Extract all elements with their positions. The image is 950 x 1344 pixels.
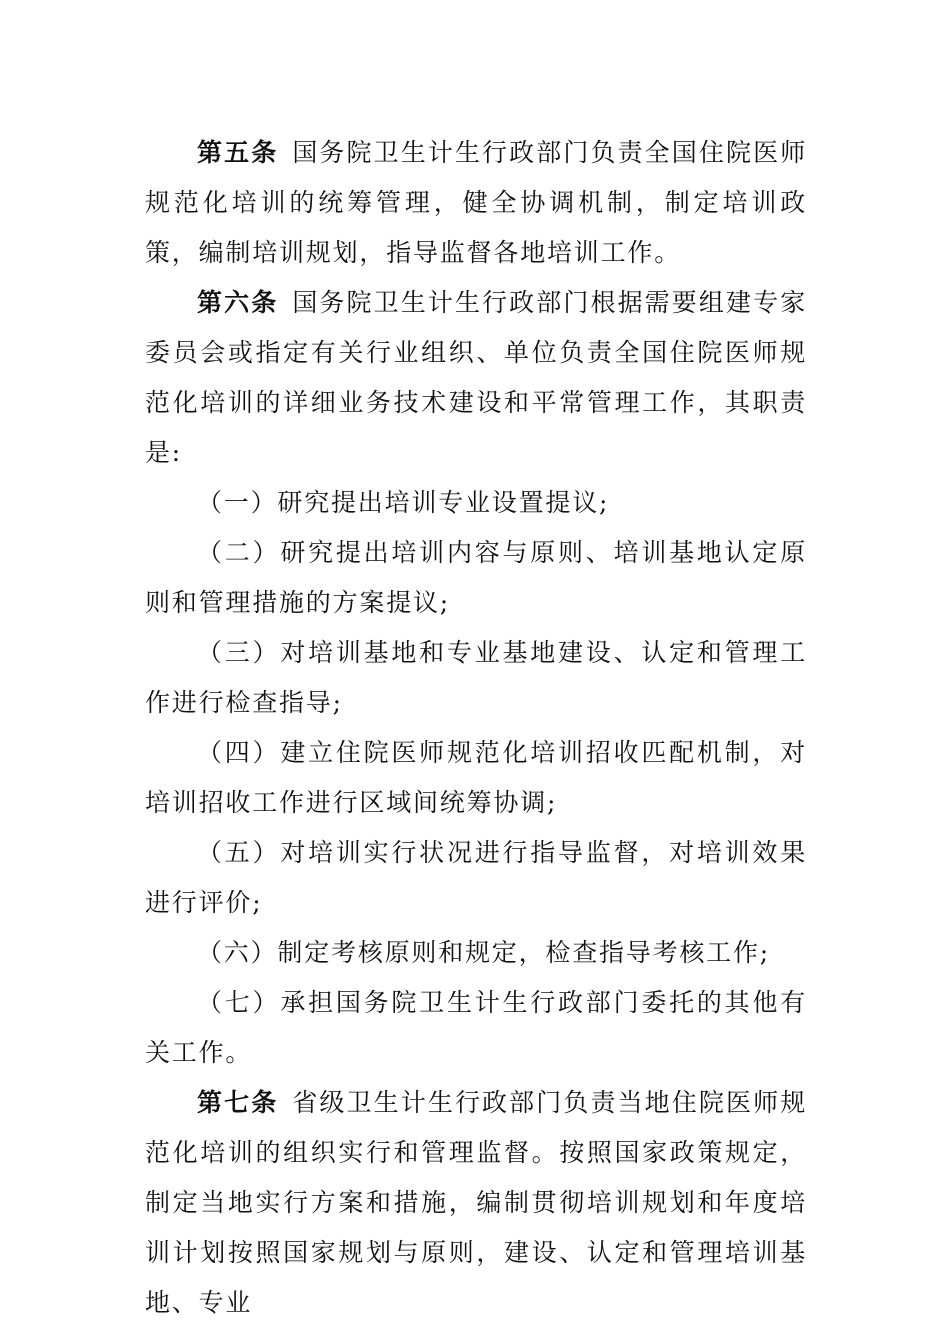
list-item-6 <box>145 928 807 978</box>
list-item-2 <box>145 528 807 628</box>
paragraph-text: 国务院卫生计生行政部门根据需要组建专家委员会或指定有关行业组织、单位负责全国住院医师规范化培训的详细业务技术建设和平常管理工作，其职责是: <box>145 288 808 467</box>
paragraph-text: （五）对培训实行状况进行指导监督，对培训效果进行评价; <box>145 838 807 917</box>
paragraph-text: （四）建立住院医师规范化培训招收匹配机制，对培训招收工作进行区域间统筹协调; <box>145 738 807 817</box>
list-item-1 <box>145 478 807 528</box>
article-label: 第七条 <box>197 1088 279 1117</box>
paragraph-text: （三）对培训基地和专业基地建设、认定和管理工作进行检查指导; <box>145 638 807 717</box>
document-body <box>145 128 807 1328</box>
paragraph-text: （一）研究提出培训专业设置提议; <box>197 488 610 517</box>
paragraph-text: 国务院卫生计生行政部门负责全国住院医师规范化培训的统筹管理，健全协调机制，制定培训政策，编制培训规划，指导监督各地培训工作。 <box>145 138 808 267</box>
article-label: 第五条 <box>197 138 279 167</box>
list-item-7 <box>145 978 807 1078</box>
paragraph-text: （七）承担国务院卫生计生行政部门委托的其他有关工作。 <box>145 988 807 1067</box>
paragraph-text: 省级卫生计生行政部门负责当地住院医师规范化培训的组织实行和管理监督。按照国家政策规定，制定当地实行方案和措施，编制贯彻培训规划和年度培训计划按照国家规划与原则，建设、认定和管理培训基地、专业 <box>145 1088 808 1317</box>
paragraph-article-7 <box>145 1078 807 1328</box>
paragraph-text: （六）制定考核原则和规定，检查指导考核工作; <box>197 938 771 967</box>
paragraph-article-5 <box>145 128 807 278</box>
list-item-4 <box>145 728 807 828</box>
article-label: 第六条 <box>197 288 279 317</box>
paragraph-text: （二）研究提出培训内容与原则、培训基地认定原则和管理措施的方案提议; <box>145 538 807 617</box>
paragraph-article-6 <box>145 278 807 478</box>
list-item-3 <box>145 628 807 728</box>
list-item-5 <box>145 828 807 928</box>
